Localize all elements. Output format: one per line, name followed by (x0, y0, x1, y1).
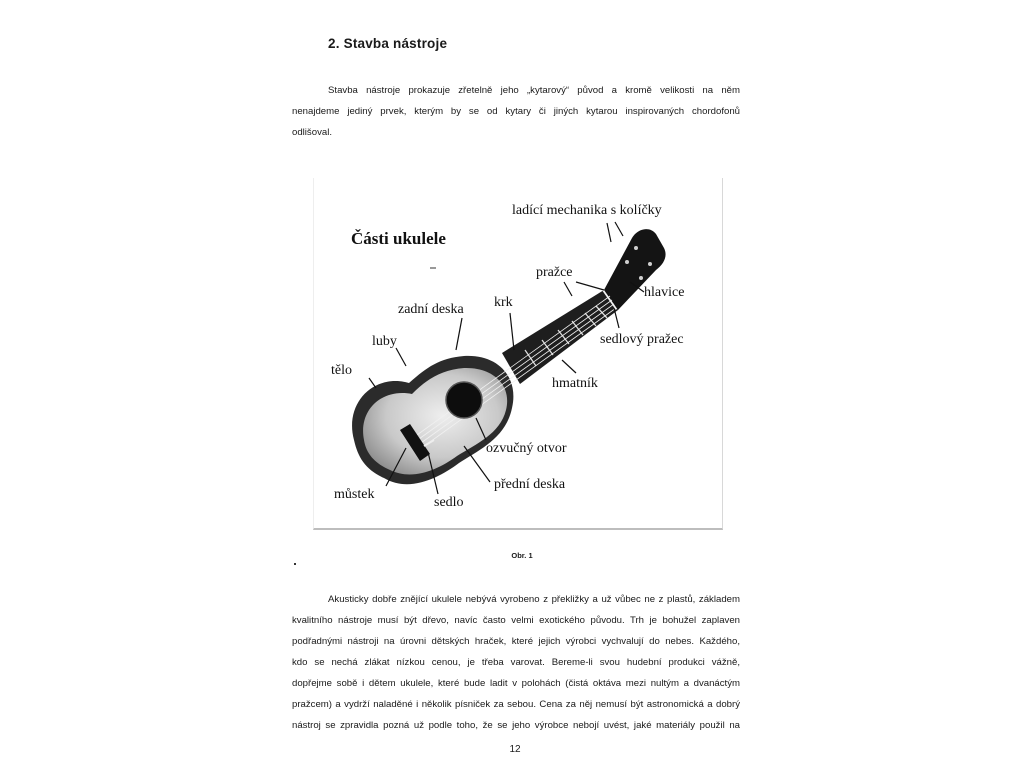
label-frets: pražce (536, 265, 573, 280)
label-nut: sedlový pražec (600, 332, 684, 347)
figure-caption: Obr. 1 (511, 551, 533, 560)
paragraph-line: kdo se nechá zlákat nízkou cenou, je třeba varovat. Bereme-li svou hudební produkci vážně, (292, 657, 740, 668)
label-sides: luby (372, 334, 397, 349)
scan-speck (294, 563, 296, 565)
label-back: zadní deska (398, 302, 464, 317)
intro-paragraph (292, 80, 740, 143)
page-number: 12 (509, 744, 521, 755)
paragraph-line: kvalitního nástroje musí být dřevo, navíc často velmi exotického původu. Trh je bohužel zaplaven (292, 615, 740, 626)
label-soundhole: ozvučný otvor (486, 441, 567, 456)
paragraph-line: dopřejme sobě i dětem ukulele, které bude ladit v polohách (čistá oktáva mezi nultým a dvanáctým (292, 678, 740, 689)
ukulele-soundhole (446, 382, 482, 418)
figure-title: Části ukulele (351, 229, 446, 248)
label-saddle: sedlo (434, 495, 464, 510)
label-tuning: ladící mechanika s kolíčky (512, 203, 662, 218)
paragraph-line: podřadnými nástroji na úrovni dětských hraček, které jejich výrobci vychvalují do nebes. Každého, (292, 636, 740, 647)
ukulele-diagram (314, 178, 722, 528)
paragraph-line: pražcem) a vydrží naladěné i několik písniček za sebou. Cena za něj nemusí být astronomická a dobrý (292, 699, 740, 710)
label-bridge: můstek (334, 487, 375, 502)
paragraph-line: Akusticky dobře znějící ukulele nebývá vyrobeno z překližky a už vůbec ne z plastů, základem (328, 594, 740, 605)
label-top: přední deska (494, 477, 566, 492)
paragraph-line: nástroj se zpravidla pozná už podle toho, že se jeho výrobce nebojí uvést, jaké materiály použil na (292, 720, 740, 731)
ukulele-figure (313, 178, 723, 530)
body-paragraph (292, 589, 740, 736)
label-body: tělo (331, 363, 352, 378)
paragraph-line: nenajdeme jediný prvek, kterým by se od kytary či jiných kytarou inspirovaných chordofonů (292, 106, 740, 117)
label-headstock: hlavice (644, 285, 685, 300)
label-neck: krk (494, 295, 513, 310)
paragraph-line: odlišoval. (292, 127, 332, 138)
paragraph-line: Stavba nástroje prokazuje zřetelně jeho „kytarový“ původ a kromě velikosti na něm (328, 85, 740, 96)
section-heading: 2. Stavba nástroje (328, 36, 448, 51)
label-fingerboard: hmatník (552, 376, 598, 391)
